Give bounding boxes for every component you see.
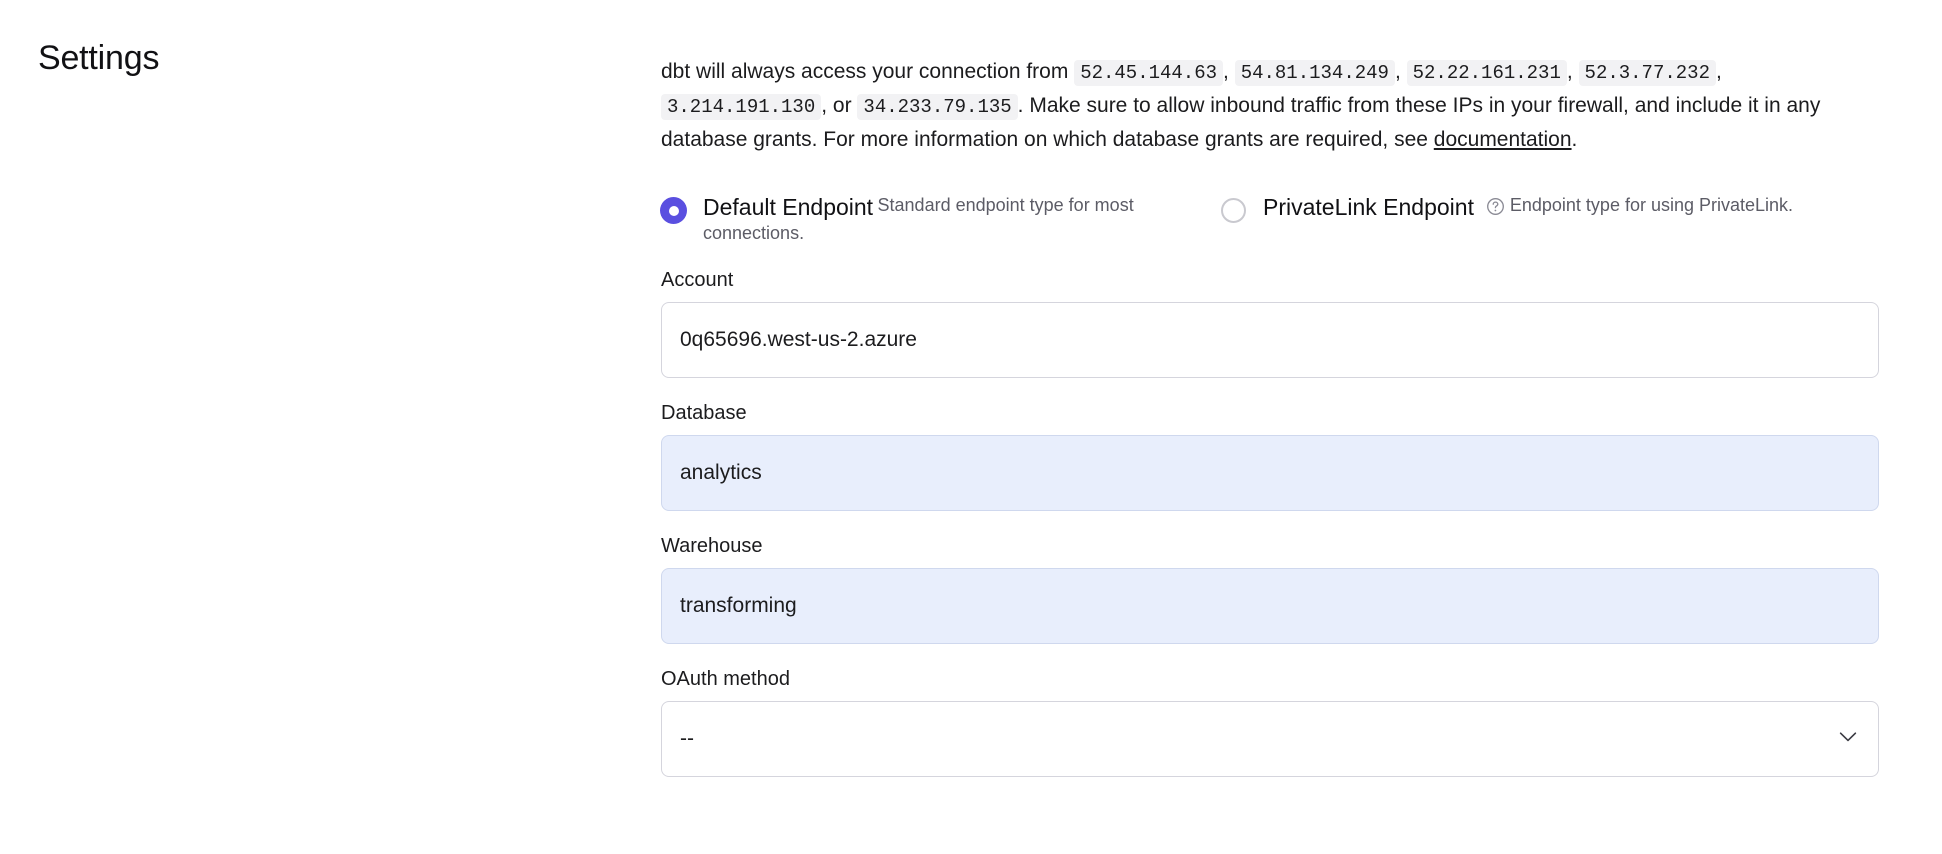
- field-warehouse: [661, 533, 1901, 644]
- radio-option-default-endpoint[interactable]: [661, 193, 1221, 245]
- ip-chip-5: 3.214.191.130: [661, 94, 821, 120]
- ip-chip-3: 52.22.161.231: [1407, 60, 1567, 86]
- documentation-link[interactable]: documentation: [1433, 128, 1572, 151]
- oauth-method-select-wrapper: [661, 701, 1879, 777]
- intro-comma-4: ,: [1715, 60, 1722, 83]
- warehouse-input[interactable]: [661, 568, 1879, 644]
- ip-allowlist-description: [661, 55, 1883, 157]
- field-database: [661, 400, 1901, 511]
- left-column: [38, 36, 658, 80]
- radio-text-privatelink-endpoint: [1263, 193, 1793, 221]
- database-input[interactable]: [661, 435, 1879, 511]
- label-oauth-method: OAuth method: [661, 668, 790, 690]
- radio-description-default-endpoint: Standard endpoint type for most connections.: [703, 195, 1134, 243]
- right-column: [661, 34, 1901, 777]
- warehouse-input-value: transforming: [680, 594, 797, 617]
- radio-indicator-privatelink-endpoint[interactable]: [1221, 198, 1246, 223]
- intro-comma-1: ,: [1223, 60, 1229, 83]
- radio-description-privatelink-endpoint: Endpoint type for using PrivateLink.: [1509, 195, 1794, 216]
- account-input[interactable]: [661, 302, 1879, 378]
- intro-comma-3: ,: [1566, 60, 1573, 83]
- help-circle-icon[interactable]: [1486, 197, 1505, 216]
- ip-chip-6: 34.233.79.135: [857, 94, 1017, 120]
- ip-chip-1: 52.45.144.63: [1074, 60, 1223, 86]
- page-title: Settings: [38, 39, 160, 77]
- intro-period: .: [1571, 128, 1578, 151]
- intro-or-text: , or: [821, 94, 852, 117]
- radio-text-default-endpoint: [703, 193, 1221, 245]
- ip-chip-4: 52.3.77.232: [1579, 60, 1716, 86]
- label-database: Database: [661, 402, 747, 424]
- label-account: Account: [661, 269, 734, 291]
- radio-label-privatelink-endpoint: PrivateLink Endpoint: [1263, 194, 1474, 220]
- endpoint-type-radio-group: [661, 193, 1901, 245]
- field-account: [661, 267, 1901, 378]
- radio-option-privatelink-endpoint[interactable]: [1221, 193, 1793, 223]
- radio-label-default-endpoint: Default Endpoint: [703, 194, 874, 220]
- field-oauth-method: [661, 666, 1901, 777]
- oauth-method-select[interactable]: [661, 701, 1879, 777]
- radio-indicator-default-endpoint[interactable]: [661, 198, 686, 223]
- intro-lead-text: dbt will always access your connection from: [661, 60, 1069, 83]
- label-warehouse: Warehouse: [661, 535, 763, 557]
- intro-tail-text: . Make sure to allow inbound traffic from these IPs in your firewall, and include it in any database grants. For more information on which database grants are required, see: [661, 94, 1821, 151]
- account-input-value: 0q65696.west-us-2.azure: [680, 328, 917, 351]
- intro-comma-2: ,: [1394, 60, 1401, 83]
- oauth-method-selected-value: --: [680, 727, 694, 750]
- database-input-value: analytics: [680, 461, 762, 484]
- ip-chip-2: 54.81.134.249: [1235, 60, 1395, 86]
